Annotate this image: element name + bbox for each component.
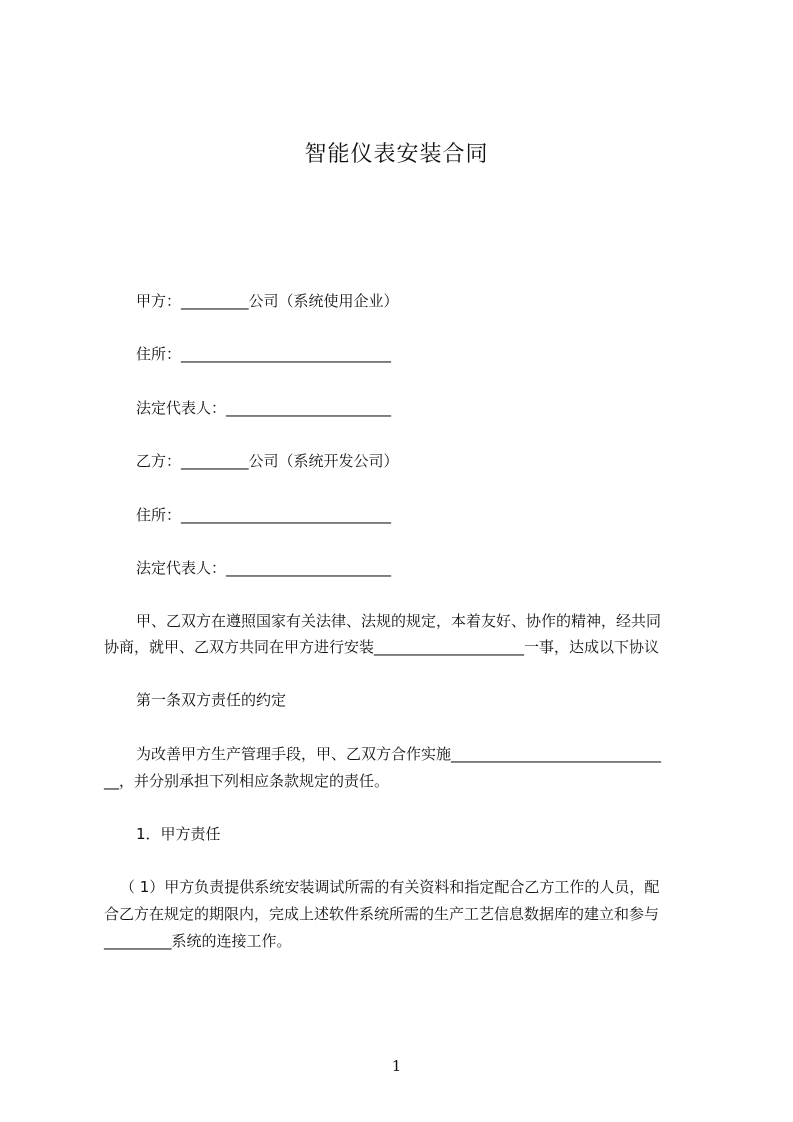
preamble-line-2: 协商，就甲、乙双方共同在甲方进行安装____________________一事，达成以下协议 xyxy=(104,638,660,656)
party-a-legal-representative: 法定代表人：______________________ xyxy=(136,399,392,417)
preamble-line-1: 甲、乙双方在遵照国家有关法律、法规的规定，本着友好、协作的精神，经共同 xyxy=(136,612,662,630)
clause-1-1-line-2: 合乙方在规定的期限内，完成上述软件系统所需的生产工艺信息数据库的建立和参与 xyxy=(104,905,660,923)
article-1-heading: 第一条双方责任的约定 xyxy=(136,691,287,709)
party-a-address: 住所：____________________________ xyxy=(136,345,392,363)
party-b-address: 住所：____________________________ xyxy=(136,506,392,524)
article-1-intro-line-1: 为改善甲方生产管理手段，甲、乙双方合作实施____________________________ xyxy=(136,745,662,763)
party-b-line: 乙方：_________公司（系统开发公司） xyxy=(136,452,399,470)
section-1-heading: 1．甲方责任 xyxy=(136,825,221,843)
article-1-intro-line-2: __，并分别承担下列相应条款规定的责任。 xyxy=(104,772,390,790)
document-title: 智能仪表安装合同 xyxy=(304,142,489,167)
clause-1-1-line-1: （ 1）甲方负责提供系统安装调试所需的有关资料和指定配合乙方工作的人员，配 xyxy=(120,878,660,896)
clause-1-1-line-3: _________系统的连接工作。 xyxy=(104,932,292,950)
party-a-line: 甲方：_________公司（系统使用企业） xyxy=(136,292,399,310)
page-number: 1 xyxy=(391,1057,402,1075)
party-b-legal-representative: 法定代表人：______________________ xyxy=(136,559,392,577)
